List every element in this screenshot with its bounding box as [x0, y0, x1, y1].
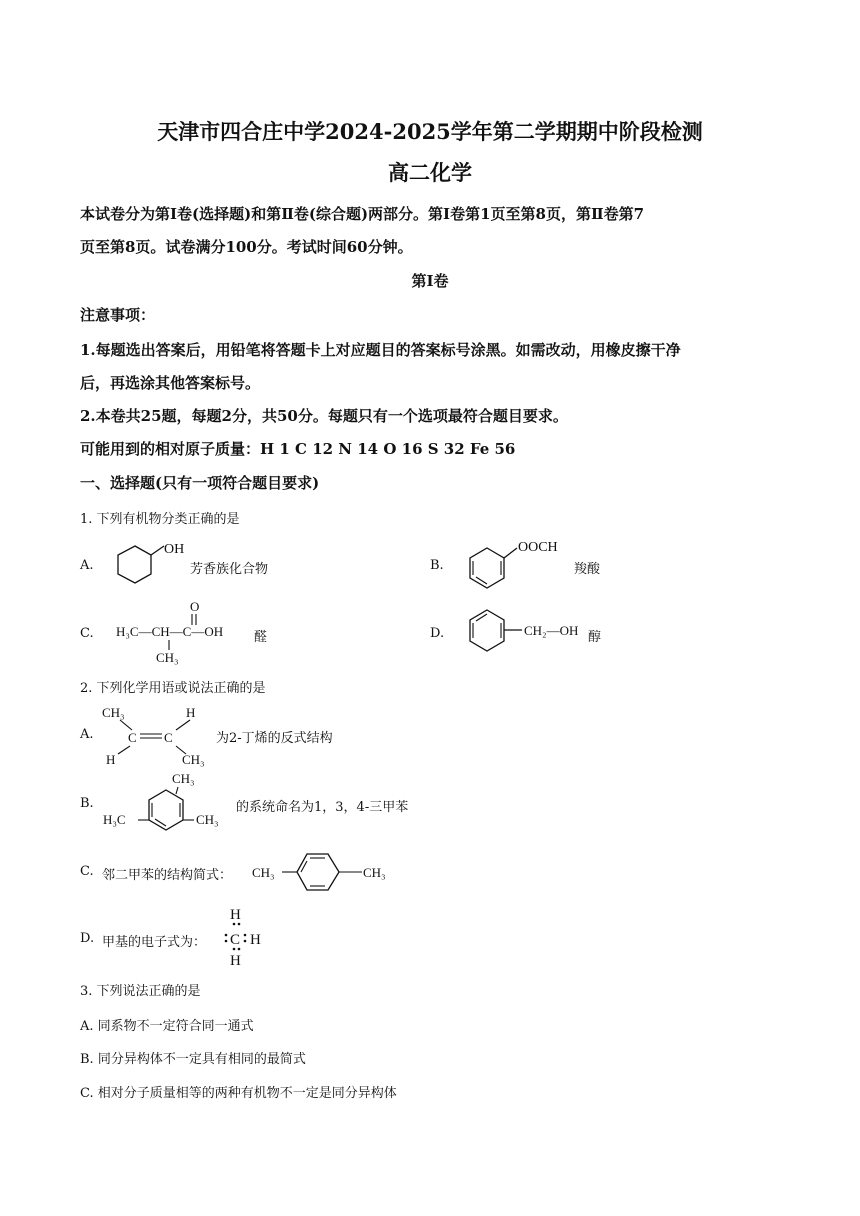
q1c-chain-label: H₃C—CH—C—OH	[116, 624, 224, 639]
q2a-c2-label: C	[164, 730, 173, 745]
q2-option-b-text: 的系统命名为1，3，4-三甲苯	[236, 800, 409, 815]
q3-option-b: B. 同分异构体不一定具有相同的最简式	[80, 1052, 306, 1067]
q2c-ch3-left-label: CH₃	[252, 865, 275, 880]
q1-option-d-label: D.	[430, 626, 445, 641]
q3-stem: 3. 下列说法正确的是	[80, 984, 201, 999]
q1-option-d-text: 醇	[588, 630, 602, 645]
note-2: 2.本卷共25题，每题2分，共50分。每题只有一个选项最符合题目要求。	[80, 407, 568, 425]
q3-option-a: A. 同系物不一定符合同一通式	[80, 1019, 254, 1034]
q2c-ch3-right-label: CH₃	[363, 865, 386, 880]
q2-option-d-label: D.	[80, 931, 95, 946]
q1-option-c-text: 醛	[254, 630, 268, 645]
q2-stem: 2. 下列化学用语或说法正确的是	[80, 681, 266, 696]
q2d-h-bottom-label: H	[230, 953, 241, 969]
q1c-o-label: O	[190, 599, 200, 614]
q1-option-b-label: B.	[430, 558, 444, 573]
q2a-h-top-label: H	[186, 705, 196, 720]
atomic-masses: 可能用到的相对原子质量：H 1 C 12 N 14 O 16 S 32 Fe 56	[80, 440, 516, 458]
q2-option-c-text: 邻二甲苯的结构简式：	[102, 868, 233, 883]
note-1-line-1: 1.每题选出答案后，用铅笔将答题卡上对应题目的答案标号涂黑。如需改动，用橡皮擦干净	[80, 341, 681, 359]
trimethylbenzene-structure	[100, 766, 236, 838]
q2-option-d-text: 甲基的电子式为：	[102, 935, 207, 950]
q2b-h3c-label: H₃C	[103, 812, 126, 827]
q2a-ch3-top-label: CH₃	[102, 705, 125, 720]
benzyl-alcohol-structure	[462, 600, 592, 664]
methylpropanoic-acid-structure	[112, 598, 257, 666]
q1-option-a-text: 芳香族化合物	[190, 562, 269, 577]
q1d-group-label: CH₂—OH	[524, 623, 579, 638]
trans-2-butene-structure	[98, 700, 218, 770]
notes-heading: 注意事项：	[80, 306, 156, 324]
q3-option-c: C. 相对分子质量相等的两种有机物不一定是同分异构体	[80, 1086, 397, 1101]
q2a-ch3-bottom-label: CH₃	[182, 752, 205, 767]
q2-option-a-text: 为2-丁烯的反式结构	[216, 731, 333, 746]
part-heading: 一、选择题(只有一项符合题目要求)	[80, 474, 320, 492]
cyclohexanol-structure	[112, 535, 202, 595]
intro-line-1: 本试卷分为第Ⅰ卷(选择题)和第Ⅱ卷(综合题)两部分。第Ⅰ卷第1页至第8页，第Ⅱ卷第7	[80, 205, 645, 223]
q2d-h-right-label: H	[250, 932, 261, 948]
q1c-ch3-label: CH₃	[156, 650, 179, 665]
q1-option-a-label: A.	[80, 558, 94, 573]
exam-title: 天津市四合庄中学2024-2025学年第二学期期中阶段检测	[157, 119, 703, 144]
q2-option-b-label: B.	[80, 796, 94, 811]
q2d-h-top-label: H	[230, 907, 241, 923]
phenyl-formate-structure	[462, 535, 582, 595]
q1a-oh-label: OH	[164, 542, 185, 557]
p-xylene-structure	[250, 846, 400, 896]
q2b-ch3-right-label: CH₃	[196, 812, 219, 827]
intro-line-2: 页至第8页。试卷满分100分。考试时间60分钟。	[80, 238, 413, 256]
q1b-group-label: OOCH	[518, 540, 558, 555]
methyl-electron-formula	[218, 902, 278, 970]
note-1-line-2: 后，再选涂其他答案标号。	[80, 374, 261, 392]
q2a-c1-label: C	[128, 730, 137, 745]
section-label: 第Ⅰ卷	[411, 272, 449, 290]
q2-option-c-label: C.	[80, 864, 94, 879]
exam-subject: 高二化学	[388, 160, 472, 185]
q2b-ch3-top-label: CH₃	[172, 771, 195, 786]
q2a-h-bottom-label: H	[106, 752, 116, 767]
q1-option-b-text: 羧酸	[574, 562, 601, 577]
q2d-c-label: C	[230, 932, 241, 948]
q1-stem: 1. 下列有机物分类正确的是	[80, 512, 240, 527]
q1-option-c-label: C.	[80, 626, 94, 641]
q2-option-a-label: A.	[80, 727, 94, 742]
